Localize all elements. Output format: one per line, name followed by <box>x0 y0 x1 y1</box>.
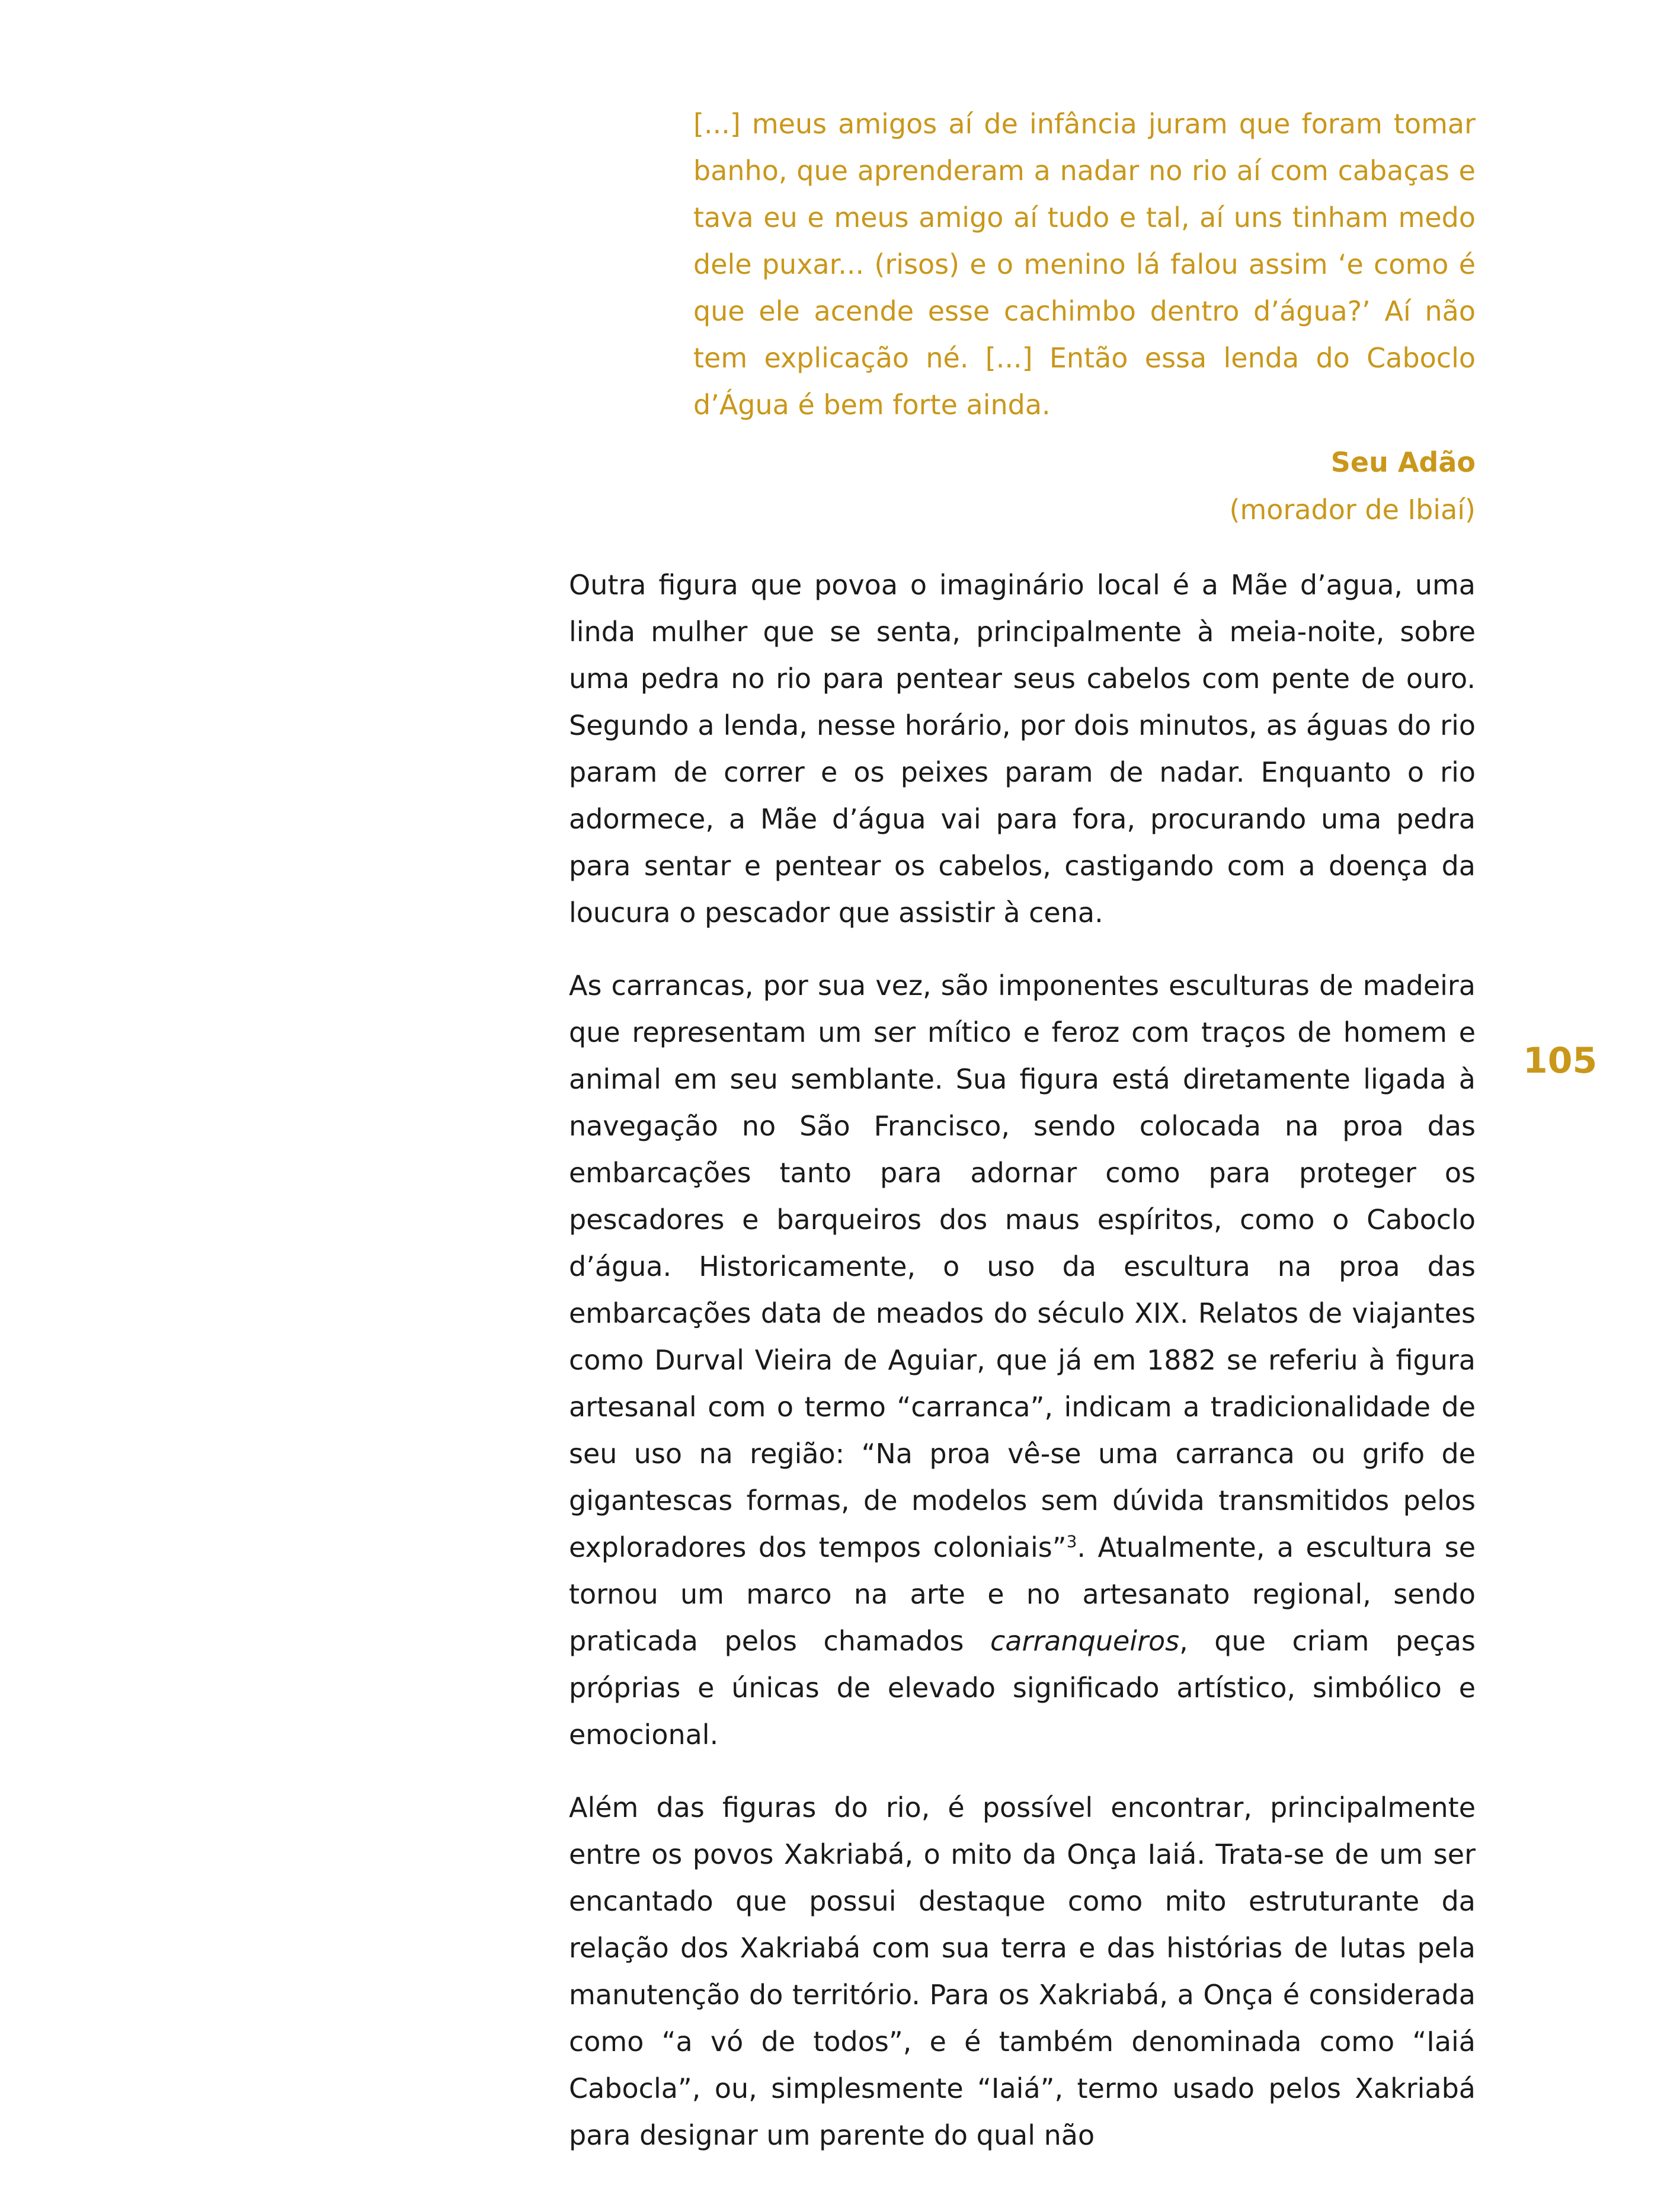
attribution-role: (morador de Ibiaí) <box>1229 494 1476 526</box>
paragraph-carrancas-italic: carranqueiros <box>990 1625 1180 1657</box>
paragraph-carrancas-text-2: . Atualmente, a escultura se tornou um marco na arte e no artesanato regional, sendo praticada pelos chamados <box>569 1531 1476 1657</box>
paragraph-onca-iaia: Além das figuras do rio, é possível encontrar, principalmente entre os povos Xakriabá, o mito da Onça Iaiá. Trata-se de um ser encantado que possui destaque como mito estruturante da relação dos Xakriabá com sua terra e das histórias de lutas pela manutenção do território. Para os Xakriabá, a Onça é considerada como “a vó de todos”, e é também denominada como “Iaiá Cabocla”, ou, simplesmente “Iaiá”, termo usado pelos Xakriabá para designar um parente do qual não <box>569 1791 1476 2151</box>
paragraph-mae-dagua: Outra figura que povoa o imaginário local é a Mãe d’agua, uma linda mulher que se senta, principalmente à meia-noite, sobre uma pedra no rio para pentear seus cabelos com pente de ouro. Segundo a lenda, nesse horário, por dois minutos, as águas do rio param de correr e os peixes param de nadar. Enquanto o rio adormece, a Mãe d’água vai para fora, procurando uma pedra para sentar e pentear os cabelos, castigando com a doença da loucura o pescador que assistir à cena. <box>569 569 1476 929</box>
block-quote <box>693 101 1476 428</box>
attribution-name: Seu Adão <box>1330 446 1476 478</box>
paragraph-carrancas-text-3: , que criam peças próprias e únicas de elevado significado artístico, simbólico e emocional. <box>569 1625 1476 1751</box>
paragraph-carrancas-text-1: As carrancas, por sua vez, são imponentes esculturas de madeira que representam um ser mítico e feroz com traços de homem e animal em seu semblante. Sua figura está diretamente ligada à navegação no São Francisco, sendo colocada na proa das embarcações tanto para adornar como para proteger os pescadores e barqueiros dos maus espíritos, como o Caboclo d’água. Historicamente, o uso da escultura na proa das embarcações data de meados do século XIX. Relatos de viajantes como Durval Vieira de Aguiar, que já em 1882 se referiu à figura artesanal com o termo “carranca”, indicam a tradicionalidade de seu uso na região: “Na proa vê-se uma carranca ou grifo de gigantescas formas, de modelos sem dúvida transmitidos pelos exploradores dos tempos coloniais” <box>569 970 1476 1563</box>
footnote-marker[interactable]: 3 <box>1066 1531 1077 1551</box>
quote-attribution <box>1230 439 1476 533</box>
page-number: 105 <box>1523 1040 1598 1082</box>
body-text <box>569 562 1476 2185</box>
quote-text: [...] meus amigos aí de infância juram que foram tomar banho, que aprenderam a nadar no rio aí com cabaças e tava eu e meus amigo aí tudo e tal, aí uns tinham medo dele puxar... (risos) e o menino lá falou assim ‘e como é que ele acende esse cachimbo dentro d’água?’ Aí não tem explicação né. [...] Então essa lenda do Caboclo d’Água é bem forte ainda. <box>693 108 1476 421</box>
paragraph-carrancas <box>569 962 1476 1758</box>
